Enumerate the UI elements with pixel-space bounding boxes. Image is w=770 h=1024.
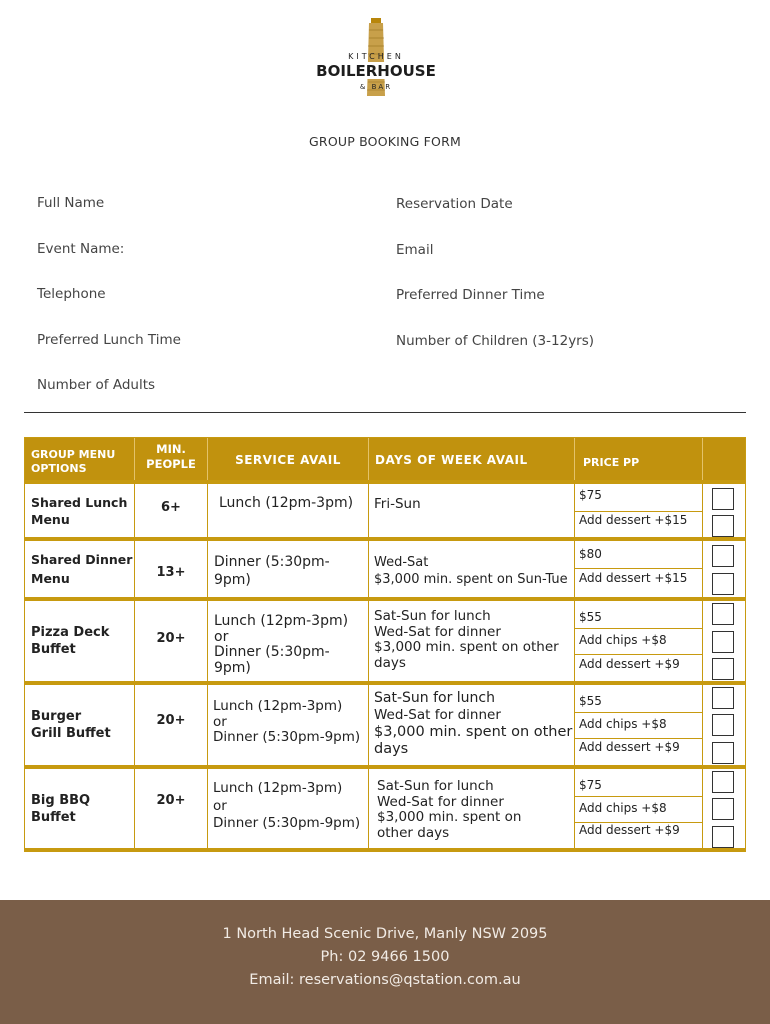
header-select (703, 438, 745, 480)
min-people: 20+ (156, 631, 186, 646)
table-row (25, 765, 745, 848)
price-addon: Add chips +$8 (575, 629, 702, 655)
addon-checkbox[interactable] (712, 714, 734, 736)
addon-checkbox[interactable] (712, 826, 734, 848)
addon-checkbox[interactable] (712, 798, 734, 820)
footer-address: 1 North Head Scenic Drive, Manly NSW 2095 (222, 926, 548, 942)
header-options: GROUP MENU OPTIONS (25, 438, 135, 480)
header-service: SERVICE AVAIL (208, 438, 369, 480)
min-people: 20+ (156, 793, 186, 808)
select-checkbox[interactable] (712, 488, 734, 510)
preferred-lunch-time-field[interactable]: Preferred Lunch Time (37, 332, 181, 348)
menu-option-name: Shared Dinner Menu (31, 552, 133, 586)
select-checkbox[interactable] (712, 771, 734, 793)
menu-option-name: Big BBQ Buffet (31, 792, 91, 825)
price-addon: Add dessert +$15 (579, 513, 688, 527)
price-base: $75 (575, 486, 702, 512)
min-people: 20+ (156, 713, 186, 728)
form-title: GROUP BOOKING FORM (309, 134, 461, 149)
table-row (25, 480, 745, 537)
price-base: $55 (575, 603, 702, 629)
price-base: $75 (575, 771, 702, 797)
addon-checkbox[interactable] (712, 573, 734, 595)
service-avail: Lunch (12pm-3pm) or Dinner (5:30pm-9pm) (213, 780, 361, 831)
price-addon: Add dessert +$9 (579, 657, 680, 671)
logo-kitchen-text: KITCHEN (348, 52, 404, 61)
addon-checkbox[interactable] (712, 631, 734, 653)
boilerhouse-logo (310, 16, 442, 98)
full-name-field[interactable]: Full Name (37, 195, 105, 211)
service-avail: Lunch (12pm-3pm) (219, 495, 354, 511)
addon-checkbox[interactable] (712, 742, 734, 764)
min-people: 6+ (161, 500, 181, 515)
reservation-date-field[interactable]: Reservation Date (396, 196, 513, 212)
min-people: 13+ (156, 565, 186, 580)
header-price: PRICE PP (575, 438, 703, 480)
price-addon: Add dessert +$9 (579, 823, 680, 837)
footer (0, 900, 770, 1024)
addon-checkbox[interactable] (712, 515, 734, 537)
price-addon: Add dessert +$9 (579, 740, 680, 754)
menu-option-name: Shared Lunch Menu (31, 494, 128, 527)
select-checkbox[interactable] (712, 603, 734, 625)
price-base: $80 (575, 543, 702, 569)
table-row (25, 597, 745, 681)
price-addon: Add chips +$8 (575, 797, 702, 823)
select-checkbox[interactable] (712, 545, 734, 567)
days-avail: Fri-Sun (374, 496, 421, 512)
header-days: DAYS OF WEEK AVAIL (369, 438, 575, 480)
event-name-field[interactable]: Event Name: (37, 241, 125, 257)
service-avail: Lunch (12pm-3pm) or Dinner (5:30pm-9pm) (213, 698, 361, 745)
days-avail: Wed-Sat $3,000 min. spent on Sun-Tue (374, 555, 568, 587)
logo-bar-text: & BAR (359, 83, 393, 91)
menu-option-name: Burger Grill Buffet (31, 709, 111, 741)
telephone-field[interactable]: Telephone (37, 286, 106, 302)
menu-option-name: Pizza Deck Buffet (31, 625, 110, 657)
days-avail: Sat-Sun for lunch Wed-Sat for dinner $3,000 min. spent on other days (374, 690, 573, 757)
service-avail: Lunch (12pm-3pm) or Dinner (5:30pm- 9pm) (214, 613, 349, 676)
group-menu-table (24, 437, 746, 852)
table-row (25, 681, 745, 765)
section-divider (24, 412, 746, 413)
price-addon: Add dessert +$15 (579, 571, 688, 585)
number-of-children-field[interactable]: Number of Children (3-12yrs) (396, 333, 595, 349)
service-avail: Dinner (5:30pm- 9pm) (214, 554, 330, 588)
header-min-people: MIN. PEOPLE (135, 438, 208, 480)
days-avail: Sat-Sun for lunch Wed-Sat for dinner $3,000 min. spent on other days (374, 608, 559, 671)
days-avail: Sat-Sun for lunch Wed-Sat for dinner $3,000 min. spent on other days (377, 778, 522, 841)
footer-email[interactable]: Email: reservations@qstation.com.au (249, 972, 521, 988)
number-of-adults-field[interactable]: Number of Adults (37, 377, 156, 393)
addon-checkbox[interactable] (712, 658, 734, 680)
preferred-dinner-time-field[interactable]: Preferred Dinner Time (396, 287, 545, 303)
price-base: $55 (575, 687, 702, 713)
select-checkbox[interactable] (712, 687, 734, 709)
footer-phone: Ph: 02 9466 1500 (320, 949, 450, 965)
table-row (25, 537, 745, 597)
email-field[interactable]: Email (396, 242, 434, 258)
price-addon: Add chips +$8 (575, 713, 702, 739)
logo-main-text: BOILERHOUSE (316, 62, 436, 80)
table-header-row (25, 438, 745, 480)
